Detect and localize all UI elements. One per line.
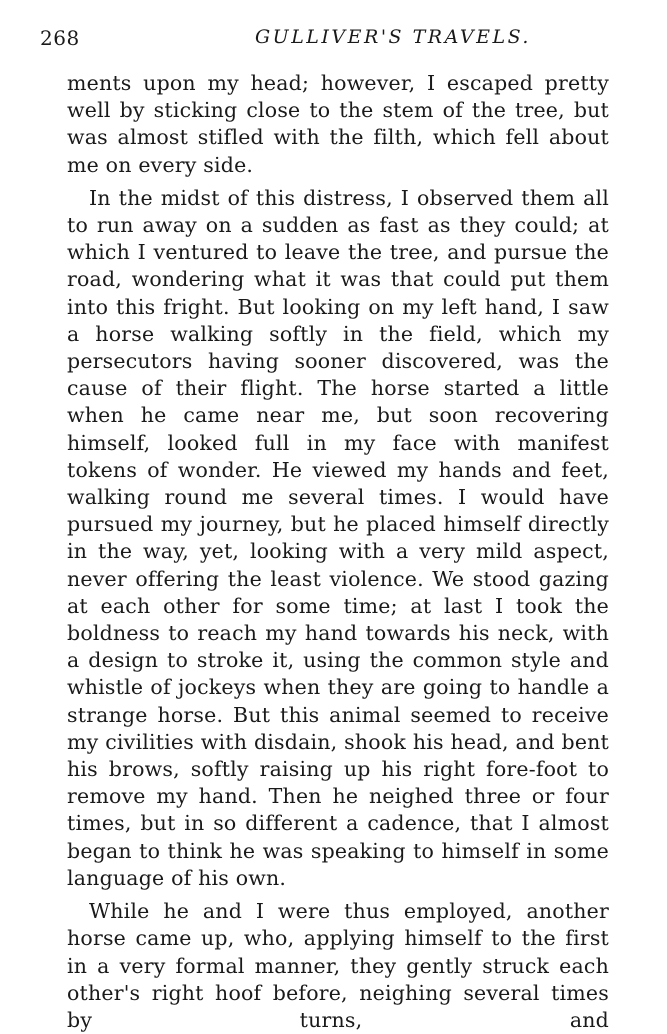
running-title: GULLIVER'S TRAVELS.: [255, 26, 531, 48]
page-header: [40, 26, 640, 56]
paragraph-horse-encounter: In the midst of this distress, I observed them all to run away on a sudden as fast as they could; at which I ventured to leave the tree, and pursue the road, wondering what it was that could put them into this fright. But looking on my left hand, I saw a horse walking softly in the field, which my persecutors having sooner discovered, was the cause of their flight. The horse started a little when he came near me, but soon recovering himself, looked full in my face with manifest tokens of wonder. He viewed my hands and feet, walking round me several times. I would have pursued my journey, but he placed himself directly in the way, yet, looking with a very mild aspect, never offering the least violence. We stood gazing at each other for some time; at last I took the boldness to reach my hand towards his neck, with a design to stroke it, using the common style and whistle of jockeys when they are going to handle a strange horse. But this animal seemed to receive my civilities with disdain, shook his head, and bent his brows, softly raising up his right fore-foot to remove my hand. Then he neighed three or four times, but in so different a cadence, that I almost began to think he was speaking to himself in some language of his own.: [67, 185, 609, 890]
body-text: [67, 70, 609, 1034]
paragraph-second-horse: While he and I were thus employed, another horse came up, who, applying himself to the first in a very formal manner, they gently struck each other's right hoof before, neighing several times by turns, and: [67, 899, 609, 1032]
page-number: 268: [40, 26, 80, 50]
paragraph-continuation: ments upon my head; however, I escaped pretty well by sticking close to the stem of the tree, but was almost stifled with the filth, which fell about me on every side.: [67, 71, 609, 177]
